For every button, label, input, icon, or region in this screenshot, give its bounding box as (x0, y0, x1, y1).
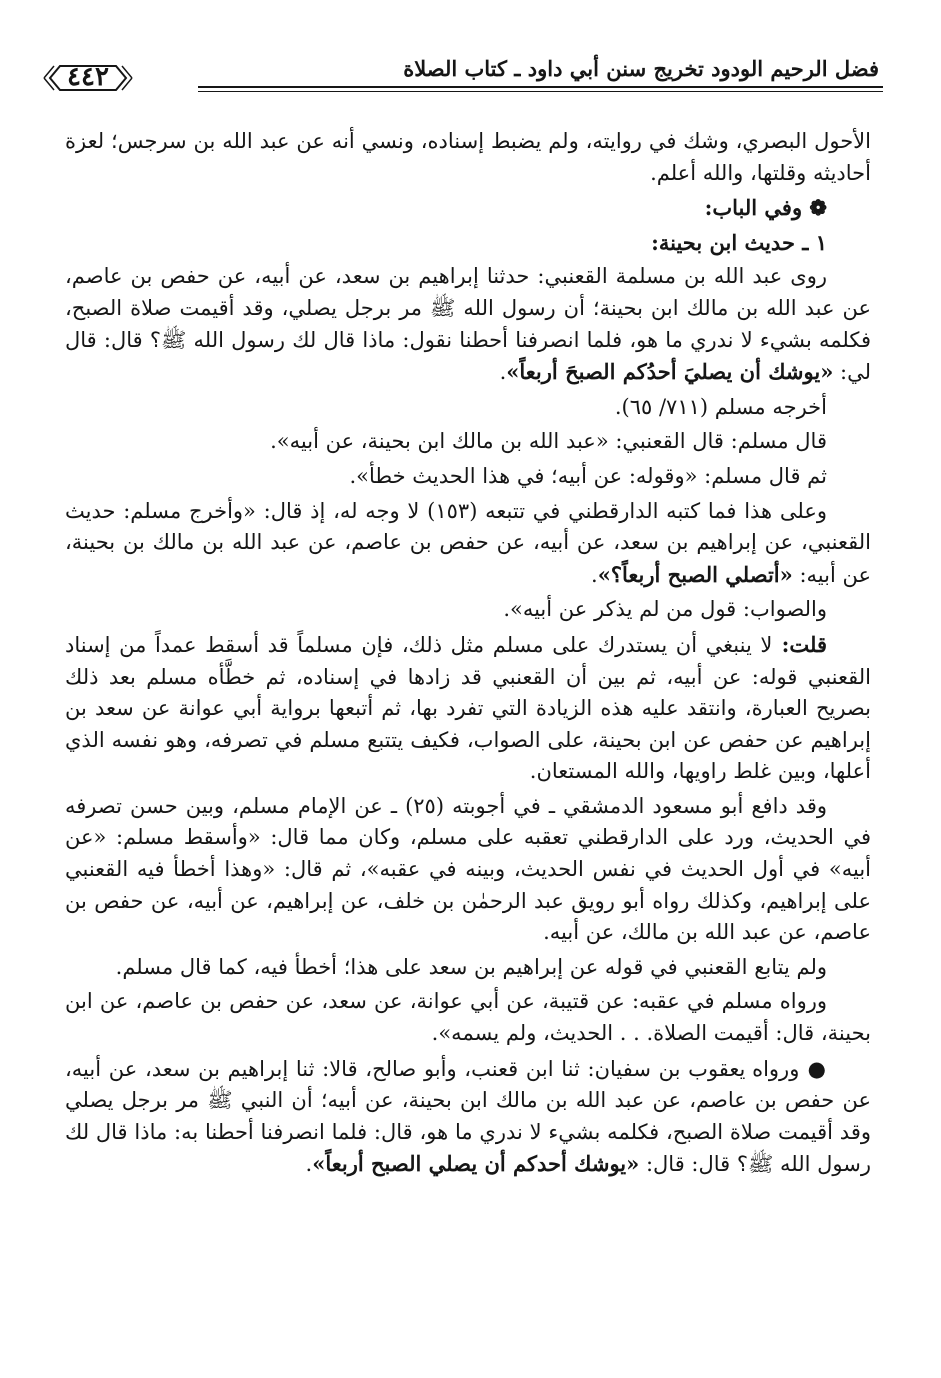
text-run: قال مسلم: قال القعنبي: «عبد الله بن مالك ابن بحينة، عن أبيه». (270, 429, 827, 454)
paragraph-p10 (65, 629, 871, 788)
paragraph-p7 (65, 461, 871, 493)
paragraph-p5 (65, 392, 871, 424)
paragraph-p13 (65, 986, 871, 1049)
bold-text: «أتصلي الصبح أربعاً؟» (597, 561, 793, 587)
bold-text: قلت: (772, 631, 827, 657)
text-run: وعلى هذا فما كتبه الدارقطني في تتبعه (١٥٣) لا وجه له، إذ قال: «وأخرج مسلم: حديث القعنبي، عن إبراهيم بن سعد، عن أبيه، عن حفص بن عاصم، عن عبد الله بن مالك بن بحينة، عن أبيه: (65, 498, 871, 587)
paragraph-p4 (65, 261, 871, 388)
text-run: . (499, 360, 507, 385)
paragraph-p9 (65, 594, 871, 626)
running-header (58, 38, 883, 100)
text-run: ورواه مسلم في عقبه: عن قتيبة، عن أبي عوانة، عن سعد، عن حفص بن عاصم، عن ابن بحينة، قال: أقيمت الصلاة. . . الحديث، ولم يسمه». (65, 989, 871, 1046)
bold-text: «يوشك أحدكم أن يصلي الصبح أربعاً» (312, 1151, 640, 1177)
badge-side-lines-icon (0, 0, 40, 30)
text-run: والصواب: قول من لم يذكر عن أبيه». (503, 597, 827, 622)
text-run: روى عبد الله بن مسلمة القعنبي: حدثنا إبراهيم بن سعد، عن أبيه، عن حفص بن عاصم، عن عبد الله بن مالك ابن بحينة؛ أن رسول الله ﷺ مر برجل يصلي، وقد أقيمت صلاة الصبح، فكلمه بشيء لا ندري ما هو، فلما انصرفنا أحطنا نقول: ماذا قال لك رسول الله ﷺ؟ قال: قال لي: (65, 264, 871, 385)
text-run: الأحول البصري، وشك في روايته، ولم يضبط إسناده، ونسي أنه عن عبد الله بن سرجس؛ لعزة أحاديثه وقلتها، والله أعلم. (65, 129, 871, 185)
paragraph-p6 (65, 426, 871, 458)
text-run: . (591, 562, 598, 587)
text-run: وقد دافع أبو مسعود الدمشقي ـ في أجوبته (٢٥) ـ عن الإمام مسلم، وبين حسن تصرفه في الحديث، ورد على الدارقطني تعقبه على مسلم، وكان مما قال: «وأسقط مسلم: «عن أبيه» في أول الحديث في نفس الحديث، وبينه في عقبه»، ثم قال: «وهذا أخطأ فيه القعنبي على إبراهيم، وكذلك رواه أبو رويق عبد الرحمٰن بن خلف، عن إبراهيم، عن أبيه، عن حفص بن عاصم، عن عبد الله بن مالك، عن أبيه. (65, 793, 871, 945)
paragraph-p11 (65, 791, 871, 949)
text-run: أخرجه مسلم (٧١١/ ٦٥). (614, 394, 827, 419)
text-run: ولم يتابع القعنبي في قوله عن إبراهيم بن سعد على هذا؛ أخطأ فيه، كما قال مسلم. (115, 954, 827, 979)
bold-text: «يوشك أن يصليَ أحدُكم الصبحَ أربعاً» (506, 359, 834, 385)
body-text (65, 126, 871, 1184)
header-rule-top (198, 86, 883, 88)
header-title: فضل الرحيم الودود تخريج سنن أبي داود ـ كتاب الصلاة (403, 56, 879, 81)
text-run: ١ ـ حديث ابن بحينة: (651, 229, 827, 255)
text-run: ❁ وفي الباب: (704, 195, 827, 221)
header-rule-bottom (198, 91, 883, 92)
paragraph-p3 (65, 227, 871, 259)
paragraph-p14 (65, 1053, 871, 1181)
text-run: لا ينبغي أن يستدرك على مسلم مثل ذلك، فإن مسلماً قد أسقط عمداً من إسناد القعنبي قوله: عن أبيه، ثم بين أن القعنبي قد زادها في إسناده، ثم خطَّأه مسلم بعد ذلك بصريح العبارة، وانتقد عليه هذه الزيادة التي تفرد بها، ثم أتبعها برواية أبي عوانة عن سعد بن إبراهيم عن حفص عن ابن بحينة، على الصواب، فكيف يتتبع مسلم في تصرفه، وهو نفسه الذي أعلها، وبين غلط راويها، والله المستعان. (65, 632, 871, 784)
paragraph-p8 (65, 496, 871, 592)
page-number-badge (38, 60, 138, 96)
text-run: ثم قال مسلم: «وقوله: عن أبيه؛ في هذا الحديث خطأ». (349, 463, 827, 488)
paragraph-p2 (65, 192, 871, 224)
text-run: . (305, 1152, 313, 1177)
page-number: ٤٤٢ (67, 62, 109, 92)
paragraph-p12 (65, 952, 871, 984)
bold-text: ● (799, 1055, 828, 1081)
text-run: ورواه يعقوب بن سفيان: ثنا ابن قعنب، وأبو صالح، قالا: ثنا إبراهيم بن سعد، عن أبيه، عن حفص بن عاصم، عن عبد الله بن مالك ابن بحينة، عن أبيه؛ أن النبي ﷺ مر برجل يصلي وقد أقيمت صلاة الصبح، فكلمه بشيء لا ندري ما هو، قال: فلما انصرفنا أحطنا به: ماذا قال لك رسول الله ﷺ؟ قال: قال: (65, 1056, 871, 1177)
paragraph-p1 (65, 126, 871, 189)
